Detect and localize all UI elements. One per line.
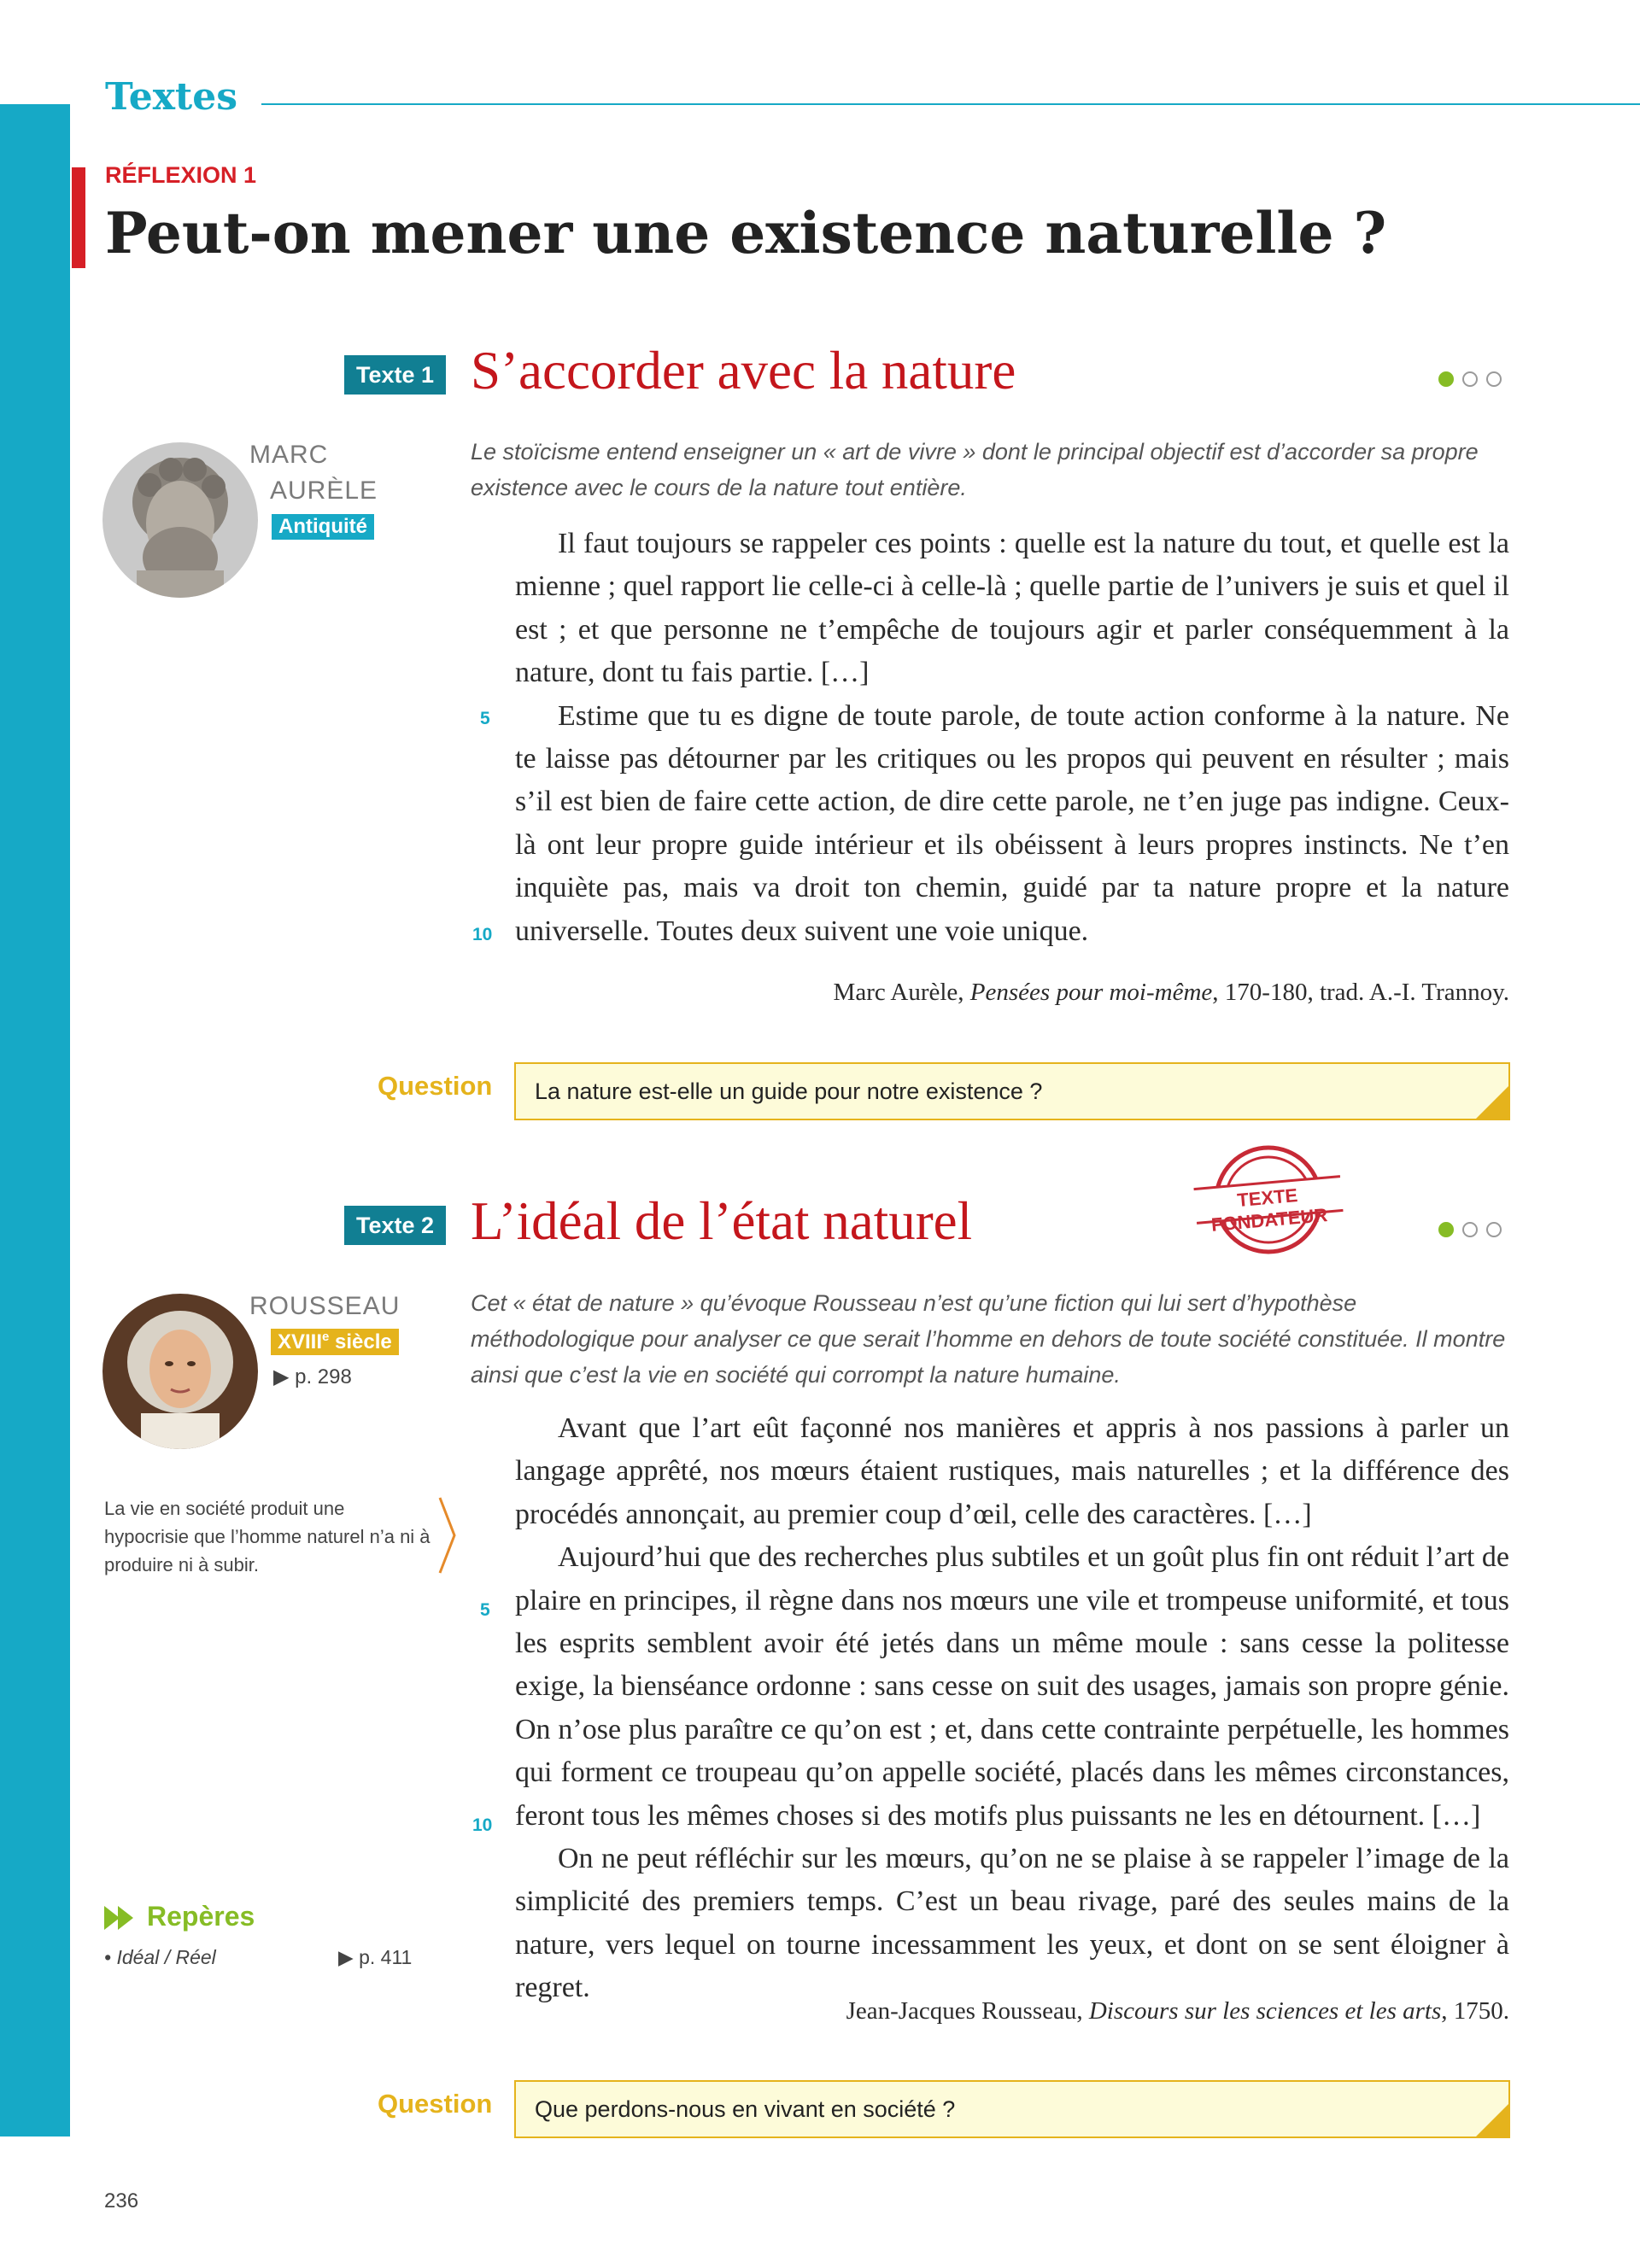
difficulty-dot-empty [1486, 371, 1502, 387]
text2-title: L’idéal de l’état naturel [471, 1191, 973, 1251]
citation-details: , 1750. [1441, 1997, 1509, 2025]
citation-author: Jean-Jacques Rousseau, [846, 1997, 1089, 2025]
line-number: 5 [480, 1600, 490, 1620]
rousseau-portrait [102, 1294, 258, 1449]
text2-paragraph: Aujourd’hui que des recherches plus subtiles et un goût plus fin ont réduit l’art de plaire en principes, il règne dans nos mœurs une vile et trompeuse uniformité, et tous les esprits semblent avoir été jetés dans un même moule : sans cesse la politesse exige, la bienséance ordonne : sans cesse on suit des usages, jamais son propre génie. On n’ose plus paraître ce qu’on est ; et, dans cette contrainte perpétuelle, les hommes qui forment ce troupeau qu’on appelle société, placés dans les mêmes circonstances, feront tous les mêmes choses si des motifs plus puissants ne les en détournent. […] [515, 1541, 1509, 1832]
text1-author-line2: AURÈLE [270, 476, 378, 505]
text1-period-tag: Antiquité [272, 514, 374, 540]
text1-body [515, 523, 1509, 953]
reflexion-label: RÉFLEXION 1 [105, 162, 257, 188]
difficulty-dot-empty [1462, 1222, 1478, 1237]
corner-fold-icon [1474, 1084, 1510, 1120]
period-superscript: e [322, 1330, 330, 1344]
difficulty-dot-empty [1462, 371, 1478, 387]
text2-body [515, 1407, 1509, 2010]
text1-intro: Le stoïcisme entend enseigner un « art de vivre » dont le principal objectif est d’accorder sa propre existence avec le cours de la nature tout entière. [471, 439, 1479, 500]
citation-details: , 170-180, trad. A.-I. Trannoy. [1212, 979, 1509, 1006]
reperes-arrow-icon [104, 1904, 142, 1932]
text2-badge: Texte 2 [344, 1206, 446, 1245]
marc-aurele-portrait [102, 442, 258, 598]
section-rule [261, 103, 1640, 105]
text1-question: La nature est-elle un guide pour notre existence ? [535, 1078, 1043, 1104]
text1-badge: Texte 1 [344, 355, 446, 395]
page-number: 236 [104, 2189, 139, 2212]
text2-author-page-link[interactable]: ▶ p. 298 [273, 1365, 352, 1388]
left-color-band [0, 104, 70, 2136]
text1-question-label: Question [378, 1071, 493, 1101]
citation-work: Pensées pour moi-même [969, 979, 1213, 1006]
period-suffix: siècle [329, 1330, 392, 1353]
text2-paragraph: Avant que l’art eût façonné nos manières et appris à nos passions à parler un langage apprêté, nos mœurs étaient rustiques, mais naturelles ; et la différence des procédés annonçait, au premier coup d’œil, celle des caractères. […] [515, 1412, 1509, 1530]
stamp-text: TEXTE FONDATEUR [1210, 1184, 1329, 1236]
reflexion-marker [72, 167, 85, 268]
reperes-page-link[interactable]: ▶ p. 411 [338, 1946, 413, 1968]
text2-citation [846, 1997, 1509, 2025]
text1-question-box [514, 1062, 1510, 1120]
corner-fold-icon [1474, 2102, 1510, 2138]
text2-question-label: Question [378, 2089, 493, 2119]
difficulty-indicator [1438, 1222, 1502, 1237]
text2-period-tag [271, 1329, 399, 1355]
line-number: 10 [472, 1815, 493, 1835]
text1-paragraph: Il faut toujours se rappeler ces points : quelle est la nature du tout, et quelle est la mienne ; quel rapport lie celle-ci à celle-là ; quelle partie de l’univers je suis et quel il est ; et que personne ne t’empêche de toujours agir et parler conséquemment à la nature, dont tu fais partie. […] [515, 528, 1509, 689]
text1-author-line1: MARC [249, 441, 329, 469]
period-century: XVIII [278, 1330, 323, 1353]
text2-question: Que perdons-nous en vivant en société ? [535, 2096, 956, 2122]
text2-question-box [514, 2080, 1510, 2138]
text2-paragraph: On ne peut réfléchir sur les mœurs, qu’on ne se plaise à se rappeler l’image de la simplicité des premiers temps. C’est un beau rivage, paré des seules mains de la nature, vers lequel on tourne incessamment les yeux, et dont on se sent éloigner à regret. [515, 1843, 1509, 2004]
reperes-item: • Idéal / Réel [104, 1946, 216, 1968]
difficulty-indicator [1438, 371, 1502, 387]
citation-author: Marc Aurèle, [833, 979, 970, 1006]
texte-fondateur-stamp [1193, 1144, 1344, 1255]
reperes-title: Repères [147, 1901, 255, 1932]
section-label: Textes [105, 75, 238, 119]
page-title: Peut-on mener une existence naturelle ? [105, 200, 1387, 266]
text2-intro: Cet « état de nature » qu’évoque Rousseau n’est qu’une fiction qui lui sert d’hypothèse méthodologique pour analyser ce que serait l’homme en dehors de toute société constituée. Il montre ainsi que c’est la vie en société qui corrompt la nature humaine. [471, 1290, 1506, 1388]
difficulty-dot-empty [1486, 1222, 1502, 1237]
line-number: 5 [480, 709, 490, 728]
text2-side-note: La vie en société produit une hypocrisie que l’homme naturel n’a ni à produire ni à subir. [104, 1498, 430, 1575]
bracket-icon [437, 1496, 458, 1575]
line-number: 10 [472, 925, 493, 944]
text2-author: ROUSSEAU [249, 1292, 401, 1320]
text1-paragraph: Estime que tu es digne de toute parole, de toute action conforme à la nature. Ne te laisse pas détourner par les critiques ou les propos qui peuvent en résulter ; mais s’il est bien de faire cette action, de dire cette parole, ne t’en juge pas indigne. Ceux-là ont leur propre guide intérieur et ils obéissent à leurs propres instincts. Ne t’en inquiète pas, mais va droit ton chemin, guidé par ta nature propre et la nature universelle. Toutes deux suivent une voie unique. [515, 699, 1509, 947]
difficulty-dot-filled [1438, 371, 1454, 387]
text1-title: S’accorder avec la nature [471, 341, 1016, 400]
text1-citation [834, 979, 1509, 1007]
difficulty-dot-filled [1438, 1222, 1454, 1237]
citation-work: Discours sur les sciences et les arts [1088, 1997, 1442, 2025]
